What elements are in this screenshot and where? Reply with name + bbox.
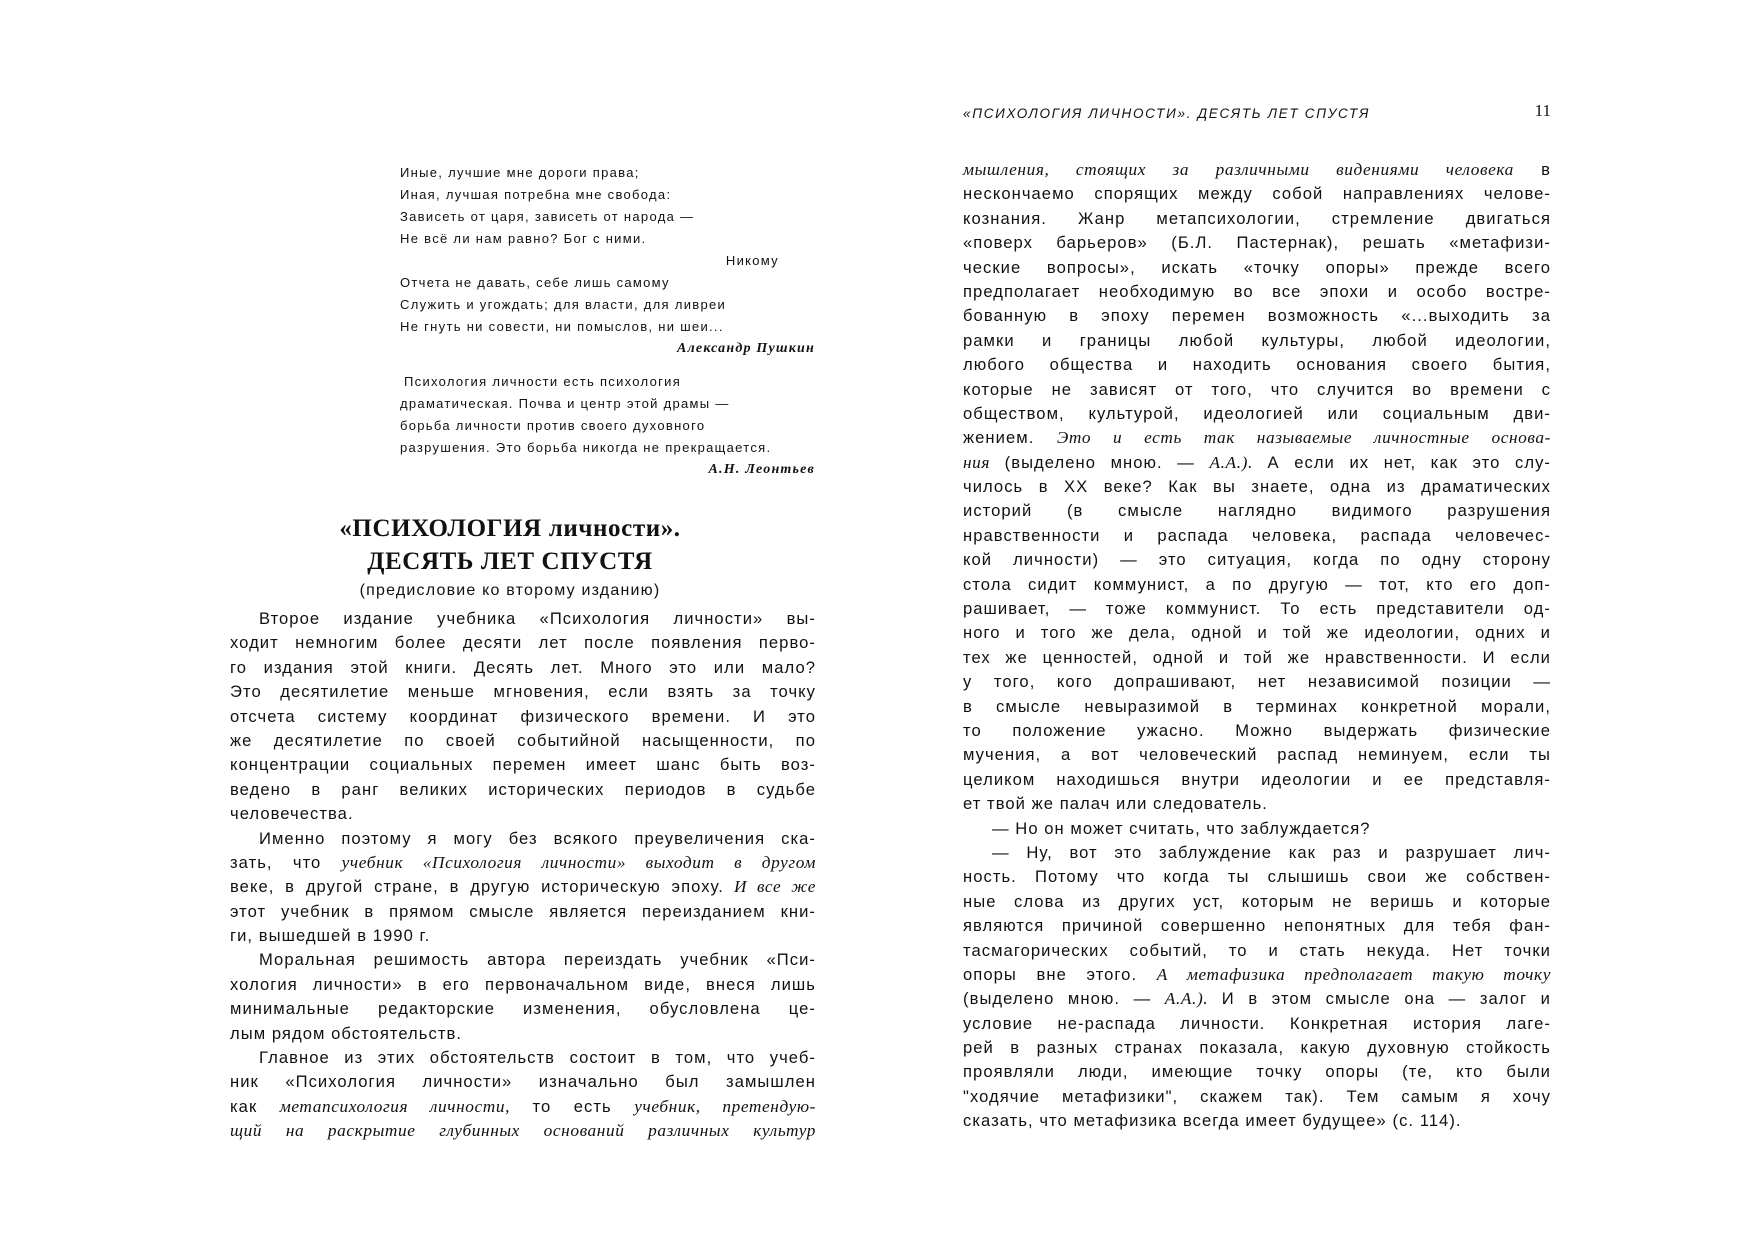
text-segment: условие не-распада личности. Конкретная история лаге- (963, 1013, 1551, 1033)
chapter-title-line-1: «ПСИХОЛОГИЯ личности». (339, 515, 681, 542)
text-line (963, 256, 1551, 280)
epigraph-line: разрушения. Это борьба никогда не прекращается. (400, 440, 772, 455)
text-line (230, 1022, 816, 1046)
text-segment: А если их нет, как это слу- (1252, 452, 1551, 472)
text-segment: лым рядом обстоятельств. (230, 1023, 462, 1043)
epigraph-line: Зависеть от царя, зависеть от народа — (400, 209, 695, 224)
epigraph-line: Никому (725, 253, 779, 268)
text-segment: предполагает необходимую во все эпохи и особо востре- (963, 281, 1551, 301)
text-segment: ведено в ранг великих исторических периодов в судьбе (230, 779, 816, 799)
text-line (230, 705, 816, 729)
text-segment: то положение ужасно. Можно выдержать физические (963, 720, 1551, 740)
text-line (230, 680, 816, 704)
text-line (230, 1119, 816, 1143)
chapter-title-line-2: ДЕСЯТЬ ЛЕТ СПУСТЯ (367, 548, 653, 575)
text-segment: ходит немногим более десяти лет после появления перво- (230, 633, 816, 653)
text-segment: тех же ценностей, одной и той же нравственности. И если (963, 647, 1551, 667)
text-line (963, 524, 1551, 548)
text-segment: в смысле невыразимой в терминах конкретной морали, (963, 696, 1551, 716)
italic-text: А.А.). (1164, 989, 1209, 1009)
text-segment: Моральная решимость автора переиздать учебник «Пси- (259, 950, 816, 970)
italic-text: учебник «Психология личности» выходит в другом (341, 852, 816, 872)
text-segment: как (230, 1096, 280, 1116)
text-segment: кой личности) — это ситуация, когда по одну сторону (963, 550, 1551, 570)
italic-text: А.А.). (1209, 452, 1253, 472)
text-line (963, 1012, 1551, 1036)
text-segment: любого общества и находить основания своего бытия, (963, 355, 1551, 375)
text-segment: рей в разных странах показала, какую духовную стойкость (963, 1038, 1551, 1058)
text-segment: концентрации социальных перемен имеет шанс быть воз- (230, 755, 816, 775)
text-line (963, 280, 1551, 304)
text-line (230, 729, 816, 753)
text-segment: "ходячие метафизики", скажем так). Тем самым я хочу (963, 1086, 1551, 1106)
text-segment: минимальные редакторские изменения, обусловлена це- (230, 999, 816, 1019)
text-segment: мучения, а вот человеческий распад неминуем, если ты (963, 745, 1551, 765)
epigraph-line: Иная, лучшая потребна мне свобода: (400, 187, 672, 202)
text-line (963, 402, 1551, 426)
text-segment: которые не зависят от того, что случится во времени с (963, 379, 1551, 399)
text-line (963, 719, 1551, 743)
epigraph-line: Иные, лучшие мне дороги права; (400, 165, 640, 180)
text-segment: проявляли люди, имеющие точку опоры (те, кто были (963, 1062, 1551, 1082)
text-line (963, 841, 1551, 865)
text-segment: являются причиной совершенно непонятных для тебя фан- (963, 916, 1551, 936)
text-line (963, 1036, 1551, 1060)
text-segment: хология личности» в его первоначальном виде, внеся лишь (230, 974, 816, 994)
epigraph-line: Не всё ли нам равно? Бог с ними. (400, 231, 647, 246)
text-segment: ник «Психология личности» изначально был замышлен (230, 1072, 816, 1092)
text-line (963, 158, 1551, 182)
text-line (230, 631, 816, 655)
text-line (230, 973, 816, 997)
text-line (963, 890, 1551, 914)
chapter-subtitle: (предисловие ко второму изданию) (359, 582, 661, 599)
text-segment: — Ну, вот это заблуждение как раз и разрушает лич- (992, 842, 1551, 862)
epigraph-line: Служить и угождать; для власти, для ливреи (400, 297, 727, 312)
epigraph-line: Отчета не давать, себе лишь самому (400, 275, 670, 290)
text-segment: веке, в другой стране, в другую историческую эпоху. (230, 877, 724, 897)
text-line (963, 304, 1551, 328)
epigraph-pushkin (400, 162, 815, 360)
epigraph-author: Александр Пушкин (677, 341, 815, 356)
text-segment: зать, что (230, 852, 342, 872)
text-line (963, 646, 1551, 670)
text-line (230, 802, 816, 826)
text-line (963, 865, 1551, 889)
text-line (963, 914, 1551, 938)
text-segment: нескончаемо спорящих между собой направлениях челове- (963, 184, 1551, 204)
text-segment: чилось в XX веке? Как вы знаете, одна из драматических (963, 477, 1551, 497)
text-line (963, 817, 1551, 841)
text-segment: «поверх барьеров» (Б.Л. Пастернак), решать «метафизи- (963, 233, 1551, 253)
chapter-heading (190, 512, 830, 604)
italic-text: ния (963, 452, 991, 472)
italic-text: учебник, претендую- (634, 1096, 816, 1116)
text-segment: — Но он может считать, что заблуждается? (992, 818, 1371, 838)
text-segment: го издания этой книги. Десять лет. Много это или мало? (230, 657, 816, 677)
italic-text: мышления, стоящих за различными видениями человека (963, 160, 1514, 179)
epigraph-line: Не гнуть ни совести, ни помыслов, ни шеи... (400, 319, 724, 334)
text-line (963, 182, 1551, 206)
text-line (963, 1060, 1551, 1084)
text-segment: кознания. Жанр метапсихологии, стремление двигаться (963, 208, 1551, 228)
text-segment: обществом, культурой, идеологией или социальным дви- (963, 403, 1551, 423)
text-line (963, 963, 1551, 987)
text-segment: ги, вышедшей в 1990 г. (230, 926, 431, 946)
italic-text: А метафизика предполагает такую точку (1156, 964, 1551, 984)
text-line (230, 875, 816, 899)
italic-text: И все же (723, 877, 817, 897)
text-line (230, 851, 816, 875)
text-line (230, 1095, 816, 1119)
epigraph-line: борьба личности против своего духовного (400, 418, 706, 433)
text-line (963, 1109, 1551, 1133)
text-line (230, 827, 816, 851)
text-line (963, 451, 1551, 475)
text-segment: ность. Потому что когда ты слышишь свои же собствен- (963, 867, 1551, 887)
epigraph-line: драматическая. Почва и центр этой драмы — (400, 396, 730, 411)
text-line (963, 597, 1551, 621)
text-line (963, 207, 1551, 231)
text-segment: опоры вне этого. (963, 964, 1157, 984)
text-line (963, 499, 1551, 523)
page-number: 11 (1534, 101, 1551, 120)
text-line (963, 621, 1551, 645)
text-line (230, 900, 816, 924)
text-line (230, 1046, 816, 1070)
epigraph-leontiev (400, 371, 815, 481)
text-segment: Это десятилетие меньше мгновения, если взять за точку (230, 682, 816, 702)
text-line (963, 792, 1551, 816)
text-line (963, 426, 1551, 450)
text-line (963, 1085, 1551, 1109)
text-line (230, 997, 816, 1021)
text-line (230, 656, 816, 680)
text-segment: ного и того же дела, одной и той же идеологии, одних и (963, 623, 1551, 643)
epigraph-author: А.Н. Леонтьев (708, 462, 815, 477)
text-segment: человечества. (230, 804, 354, 824)
right-body-text (963, 158, 1551, 1134)
text-line (963, 670, 1551, 694)
text-line (230, 1070, 816, 1094)
text-line (963, 743, 1551, 767)
text-line (963, 353, 1551, 377)
text-segment: нравственности и распада человека, распада человечес- (963, 525, 1551, 545)
text-segment: рамки и границы любой культуры, любой идеологии, (963, 330, 1551, 350)
text-line (963, 768, 1551, 792)
text-segment: Главное из этих обстоятельств состоит в том, что учеб- (259, 1048, 816, 1068)
text-segment: ные слова из других уст, которым не веришь и которые (963, 891, 1551, 911)
text-line (963, 378, 1551, 402)
text-line (230, 607, 816, 631)
text-segment: стола сидит коммунист, а по другую — тот, кто его доп- (963, 574, 1551, 594)
text-segment: у того, кого допрашивают, нет независимой позиции — (963, 672, 1551, 692)
text-line (963, 329, 1551, 353)
epigraph-line: Психология личности есть психология (404, 374, 682, 389)
text-segment: (выделено мною. — (963, 989, 1165, 1009)
text-line (230, 924, 816, 948)
text-segment: тасмагорических событий, то и стать некуда. Нет точки (963, 940, 1551, 960)
text-line (230, 753, 816, 777)
italic-text: Это и есть так называемые личностные основа- (1056, 428, 1551, 448)
text-line (963, 573, 1551, 597)
text-segment: этот учебник в прямом смысле является переизданием кни- (230, 901, 816, 921)
running-head: «ПСИХОЛОГИЯ ЛИЧНОСТИ». ДЕСЯТЬ ЛЕТ СПУСТЯ (963, 106, 1371, 121)
text-segment: отсчета систему координат физического времени. И это (230, 706, 816, 726)
text-segment: рашивает, — тоже коммунист. То есть представители од- (963, 599, 1551, 619)
text-line (963, 987, 1551, 1011)
left-body-text (230, 607, 816, 1144)
text-segment: то есть (510, 1096, 635, 1116)
text-segment: Именно поэтому я могу без всякого преувеличения ска- (259, 828, 816, 848)
italic-text: щий на раскрытие глубинных оснований различных культур (230, 1121, 816, 1141)
text-segment: в (1513, 160, 1551, 179)
text-segment: сказать, что метафизика всегда имеет будущее» (с. 114). (963, 1111, 1462, 1131)
text-line (963, 475, 1551, 499)
text-line (963, 695, 1551, 719)
text-segment: жением. (963, 428, 1057, 448)
text-line (963, 548, 1551, 572)
text-segment: целиком находишься внутри идеологии и ее представля- (963, 769, 1551, 789)
text-segment: историй (в смысле наглядно видимого разрушения (963, 501, 1551, 521)
text-line (963, 231, 1551, 255)
text-line (230, 778, 816, 802)
text-segment: ческие вопросы», искать «точку опоры» прежде всего (963, 257, 1551, 277)
text-segment: ет твой же палач или следователь. (963, 794, 1268, 814)
text-segment: Второе издание учебника «Психология личности» вы- (259, 609, 816, 628)
text-segment: бованную в эпоху перемен возможность «...выходить за (963, 306, 1551, 326)
text-line (963, 939, 1551, 963)
text-segment: (выделено мною. — (990, 452, 1210, 472)
text-line (230, 948, 816, 972)
text-segment: же десятилетие по своей событийной насыщенности, по (230, 730, 816, 750)
italic-text: метапсихология личности, (279, 1096, 511, 1116)
text-segment: И в этом смысле она — залог и (1208, 989, 1551, 1009)
